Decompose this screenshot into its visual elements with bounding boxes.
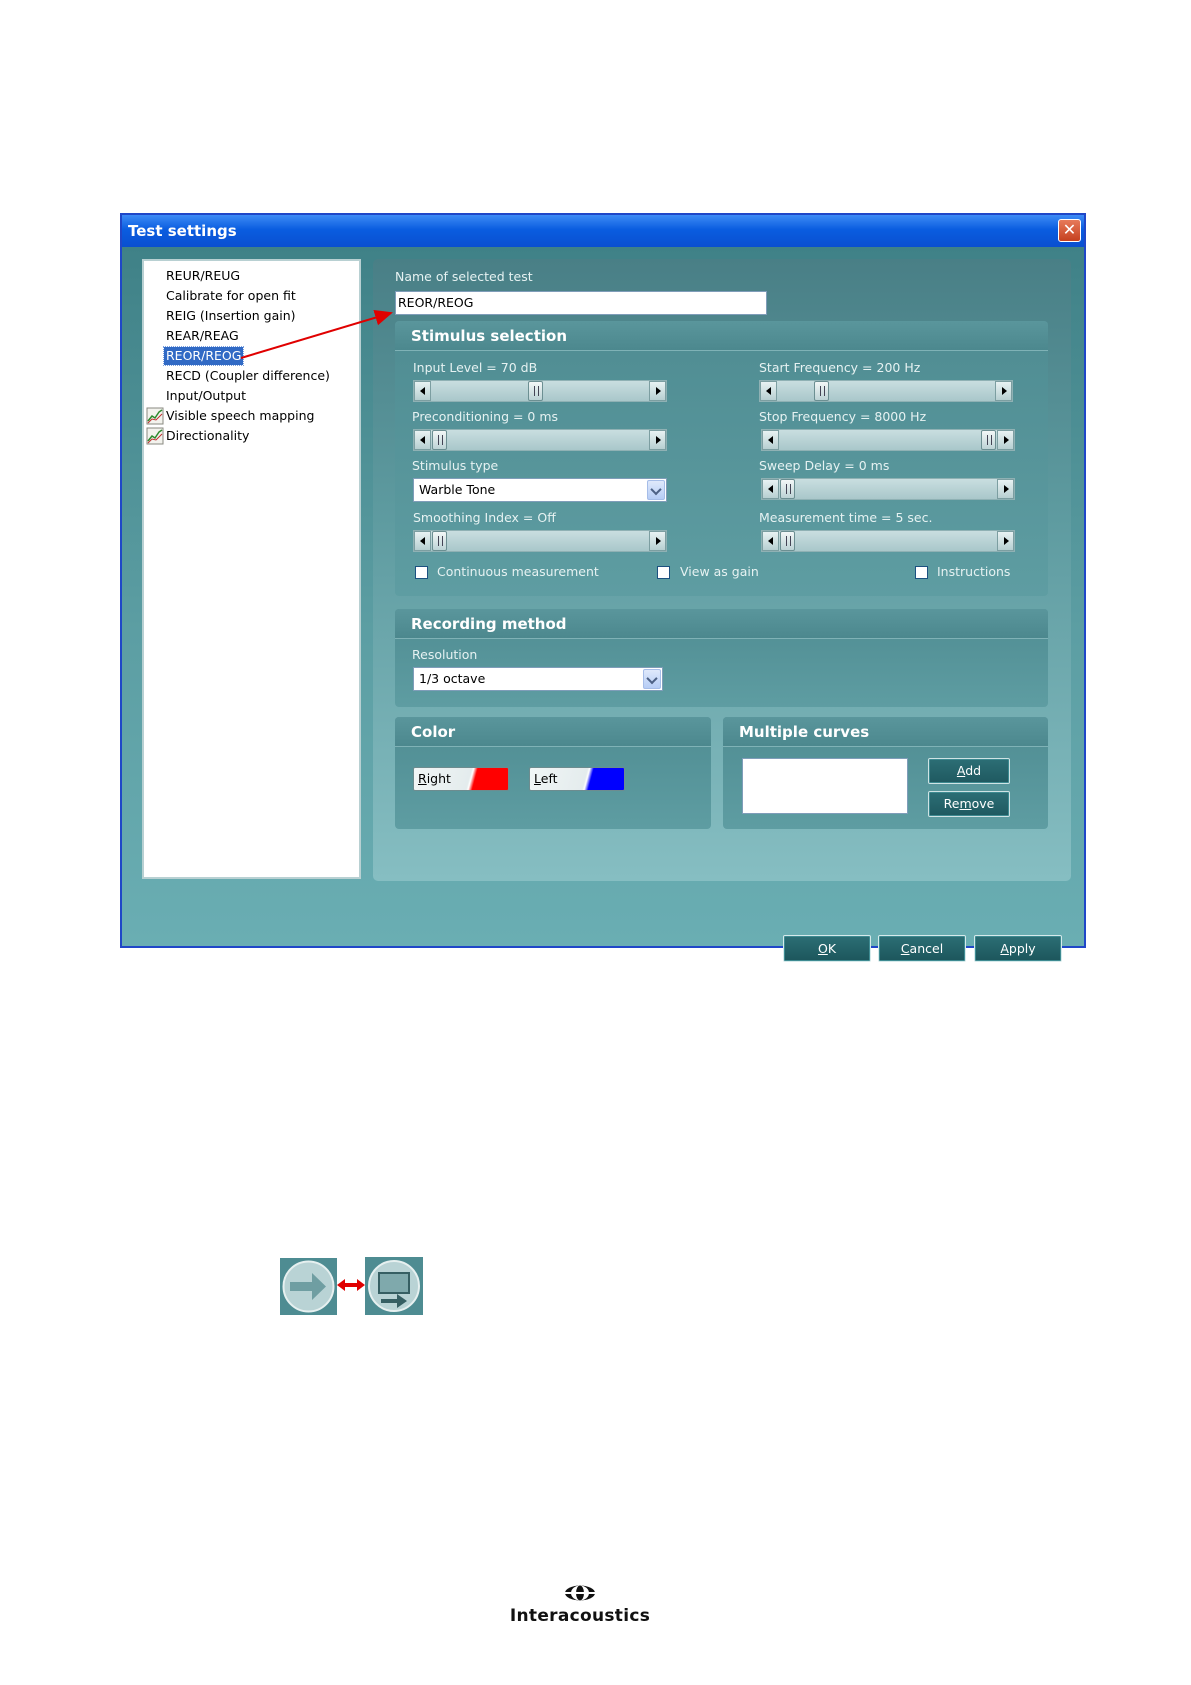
- input-level-label: Input Level = 70 dB: [413, 360, 538, 375]
- ok-label-rest: K: [827, 941, 837, 956]
- screen-arrow-icon: [365, 1257, 423, 1315]
- preconditioning-label: Preconditioning = 0 ms: [412, 409, 559, 424]
- measurement-time-label: Measurement time = 5 sec.: [759, 510, 933, 525]
- view-as-gain-label: View as gain: [680, 564, 759, 579]
- stimulus-selection-header: Stimulus selection: [395, 321, 1048, 351]
- test-list-item[interactable]: RECD (Coupler difference): [166, 368, 330, 383]
- cancel-accesskey: C: [900, 941, 910, 956]
- left-accesskey: L: [534, 771, 541, 786]
- double-arrow-icon: [336, 1277, 366, 1293]
- remove-label-pre: Re: [943, 796, 960, 811]
- stimulus-type-label: Stimulus type: [412, 458, 499, 473]
- instructions-label: Instructions: [937, 564, 1011, 579]
- stimulus-type-value: Warble Tone: [419, 482, 496, 497]
- logo-text: Interacoustics: [509, 1606, 651, 1626]
- start-frequency-label: Start Frequency = 200 Hz: [759, 360, 921, 375]
- apply-label-rest: pply: [1008, 941, 1036, 956]
- test-list-item[interactable]: REUR/REUG: [166, 268, 241, 283]
- smoothing-index-label: Smoothing Index = Off: [413, 510, 556, 525]
- recording-method-header: Recording method: [395, 609, 1048, 639]
- stop-frequency-label: Stop Frequency = 8000 Hz: [759, 409, 927, 424]
- test-list-item[interactable]: REIG (Insertion gain): [166, 308, 296, 323]
- test-list-item[interactable]: Calibrate for open fit: [166, 288, 296, 303]
- sweep-delay-label: Sweep Delay = 0 ms: [759, 458, 890, 473]
- resolution-value: 1/3 octave: [419, 671, 486, 686]
- test-name-input[interactable]: REOR/REOG: [395, 291, 767, 315]
- add-label-rest: dd: [965, 763, 982, 778]
- test-list-item[interactable]: Visible speech mapping: [166, 408, 315, 423]
- test-list-item[interactable]: REOR/REOG: [166, 348, 242, 363]
- cancel-label-rest: ancel: [909, 941, 944, 956]
- logo-icon: [563, 1584, 597, 1602]
- close-icon: ✕: [1062, 220, 1077, 239]
- test-list-item[interactable]: Directionality: [166, 428, 250, 443]
- resolution-label: Resolution: [412, 647, 478, 662]
- window-title: Test settings: [128, 222, 237, 240]
- add-accesskey: A: [956, 763, 966, 778]
- left-label-rest: eft: [540, 771, 558, 786]
- remove-label-rest: ove: [971, 796, 995, 811]
- forward-arrow-icon: [280, 1258, 337, 1315]
- right-accesskey: R: [418, 771, 427, 786]
- remove-accesskey: m: [959, 796, 972, 811]
- color-header: Color: [395, 717, 711, 747]
- continuous-measurement-label: Continuous measurement: [437, 564, 599, 579]
- apply-accesskey: A: [1000, 941, 1009, 956]
- ok-accesskey: O: [817, 941, 828, 956]
- multiple-curves-header: Multiple curves: [723, 717, 1048, 747]
- right-label-rest: ight: [426, 771, 451, 786]
- test-list-item[interactable]: Input/Output: [166, 388, 246, 403]
- name-label: Name of selected test: [395, 269, 533, 284]
- company-logo: [500, 1584, 660, 1626]
- test-list-item[interactable]: REAR/REAG: [166, 328, 239, 343]
